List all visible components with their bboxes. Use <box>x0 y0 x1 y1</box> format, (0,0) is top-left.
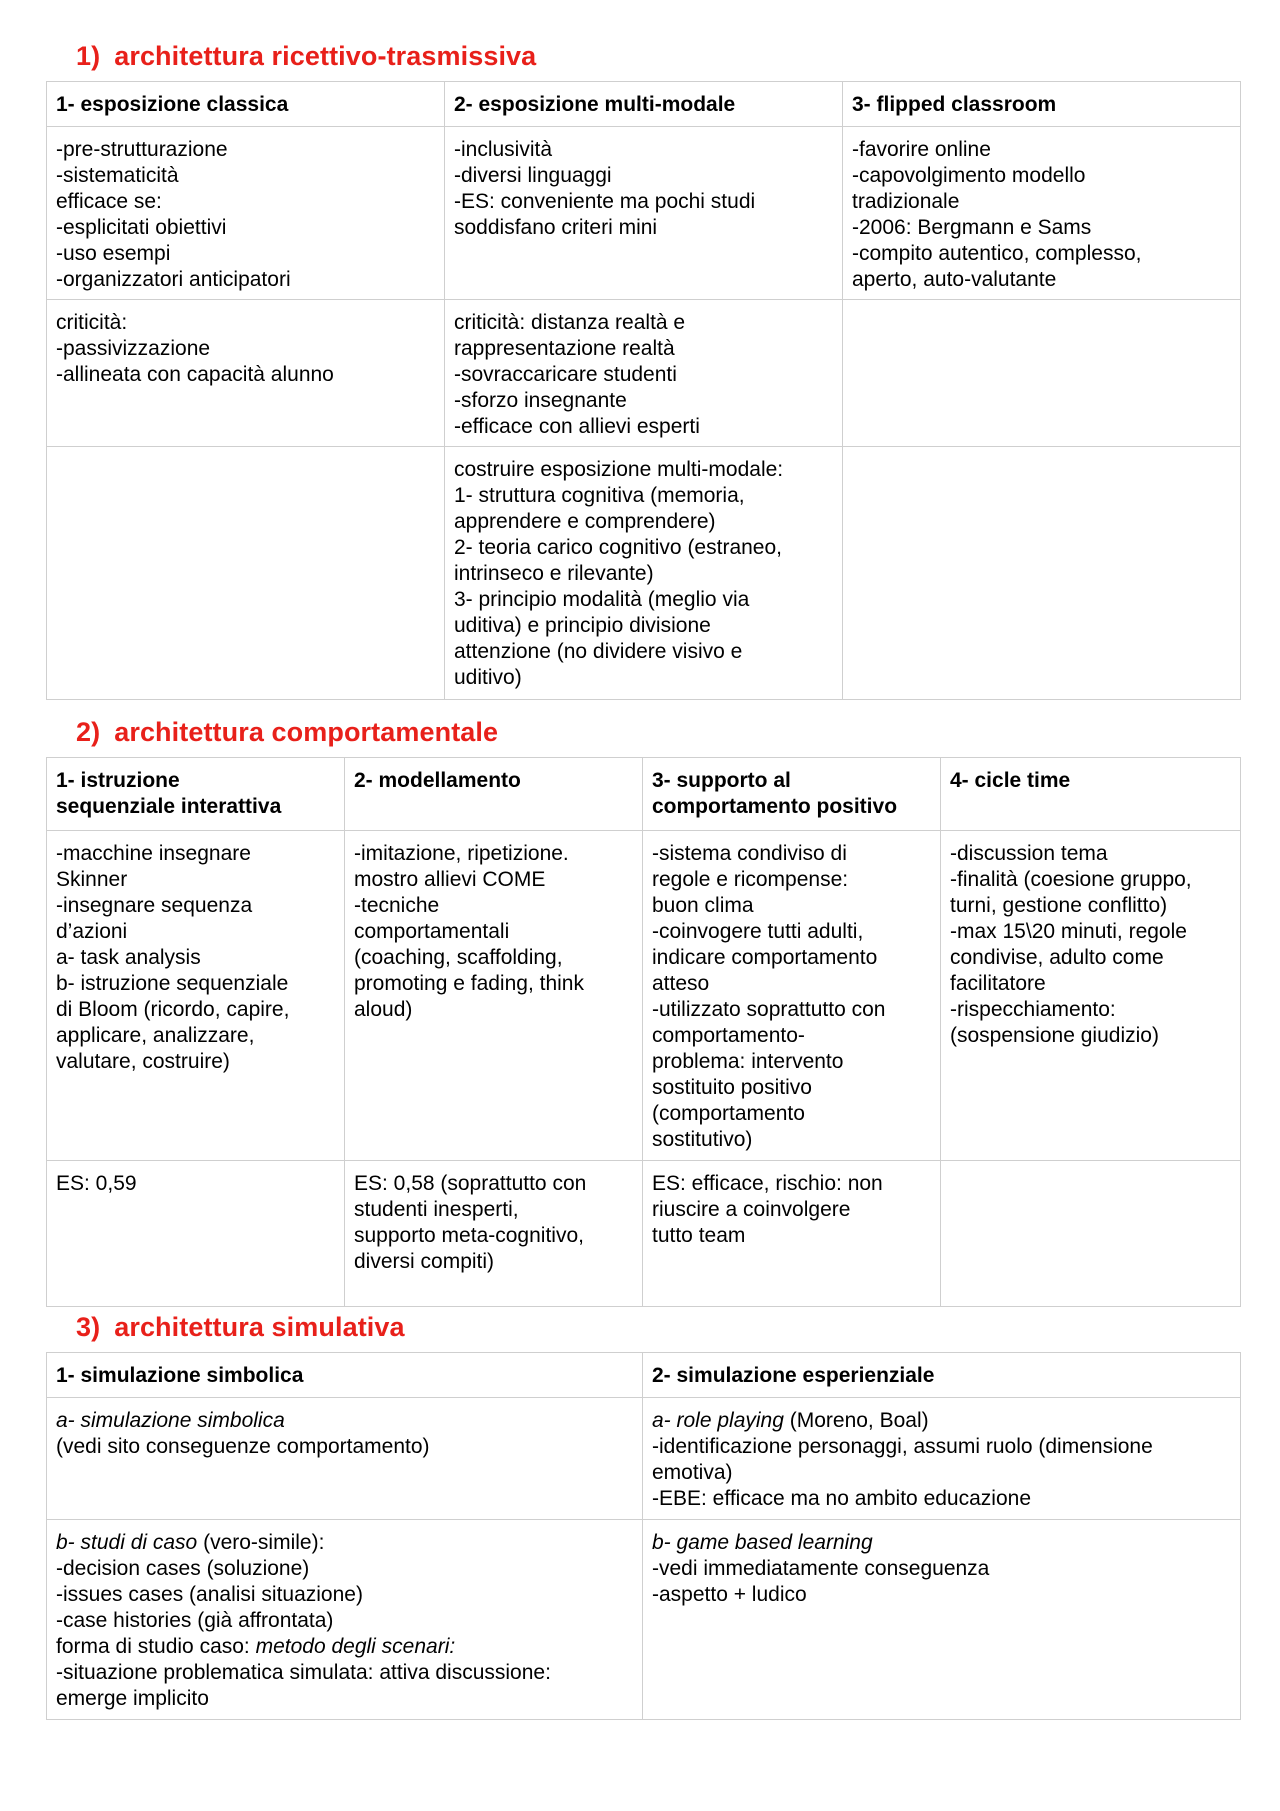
section-title-text: architettura simulativa <box>114 1312 405 1342</box>
cell-line: aperto, auto-valutante <box>852 268 1057 291</box>
table-row <box>47 447 1241 700</box>
cell-line <box>652 1530 1231 1556</box>
header-line: 4- cicle time <box>950 769 1071 792</box>
table-header-row <box>47 82 1241 127</box>
cell-line: sostitutivo) <box>652 1128 753 1151</box>
table-cell <box>345 831 643 1161</box>
cell-line: a- task analysis <box>56 946 201 969</box>
section-title <box>76 716 1240 748</box>
header-cell <box>941 758 1241 831</box>
cell-line: ES: 0,58 (soprattutto con <box>354 1172 587 1195</box>
cell-line: comportamentali <box>354 920 510 943</box>
table-cell <box>47 1398 643 1520</box>
header-cell: 2- esposizione multi-modale <box>445 82 843 127</box>
cell-line: applicare, analizzare, <box>56 1024 255 1047</box>
cell-text: (vero-simile): <box>197 1531 325 1554</box>
cell-line: -esplicitati obiettivi <box>56 216 227 239</box>
table-row <box>47 831 1241 1161</box>
header-line: 3- supporto al <box>652 769 791 792</box>
table-cell <box>941 831 1241 1161</box>
cell-line: sostituito positivo <box>652 1076 812 1099</box>
table-row <box>47 1398 1241 1520</box>
cell-line: indicare comportamento <box>652 946 878 969</box>
cell-line: ES: 0,59 <box>56 1172 137 1195</box>
cell-line: condivise, adulto come <box>950 946 1164 969</box>
italic-term: metodo degli scenari: <box>255 1635 456 1658</box>
section-title <box>76 1311 1240 1343</box>
cell-line: promoting e fading, think <box>354 972 584 995</box>
table-row <box>47 1520 1241 1720</box>
section-title-text: architettura comportamentale <box>114 717 499 747</box>
table-cell <box>47 1520 643 1720</box>
header-line: comportamento positivo <box>652 795 898 818</box>
table-row <box>47 300 1241 447</box>
cell-line: costruire esposizione multi-modale: <box>454 458 784 481</box>
cell-line: intrinseco e rilevante) <box>454 562 654 585</box>
cell-line: valutare, costruire) <box>56 1050 230 1073</box>
cell-line: -finalità (coesione gruppo, <box>950 868 1192 891</box>
table-cell <box>47 300 445 447</box>
cell-line: soddisfano criteri mini <box>454 216 658 239</box>
header-cell <box>47 758 345 831</box>
cell-line <box>56 1408 633 1434</box>
cell-line: tradizionale <box>852 190 960 213</box>
cell-line: emerge implicito <box>56 1687 209 1710</box>
cell-line: (vedi sito conseguenze comportamento) <box>56 1435 430 1458</box>
table-cell <box>643 1161 941 1307</box>
header-cell: 1- esposizione classica <box>47 82 445 127</box>
cell-line: -insegnare sequenza <box>56 894 253 917</box>
cell-text: (Moreno, Boal) <box>783 1409 929 1432</box>
table-cell <box>843 127 1241 300</box>
cell-line: -uso esempi <box>56 242 171 265</box>
table-cell <box>643 831 941 1161</box>
table-cell <box>47 127 445 300</box>
cell-line: -case histories (già affrontata) <box>56 1609 334 1632</box>
section-number: 2) <box>76 717 101 747</box>
table-cell <box>47 831 345 1161</box>
cell-line: -ES: conveniente ma pochi studi <box>454 190 756 213</box>
table-cell <box>445 300 843 447</box>
table-cell <box>445 127 843 300</box>
italic-term: a- role playing <box>652 1409 784 1432</box>
cell-line: (coaching, scaffolding, <box>354 946 563 969</box>
cell-line: -EBE: efficace ma no ambito educazione <box>652 1487 1031 1510</box>
cell-line: -pre-strutturazione <box>56 138 228 161</box>
section-title <box>76 40 1240 72</box>
section-title-text: architettura ricettivo-trasmissiva <box>114 41 537 71</box>
cell-text: forma di studio caso: <box>56 1635 256 1658</box>
italic-term: a- simulazione simbolica <box>56 1409 285 1432</box>
table-comportamentale <box>46 757 1241 1307</box>
cell-line: uditivo) <box>454 666 522 689</box>
cell-line: diversi compiti) <box>354 1250 495 1273</box>
header-cell: 2- simulazione esperienziale <box>643 1353 1241 1398</box>
cell-line: riuscire a coinvolgere <box>652 1198 851 1221</box>
cell-line: efficace se: <box>56 190 162 213</box>
cell-line: 3- principio modalità (meglio via <box>454 588 750 611</box>
cell-line: -issues cases (analisi situazione) <box>56 1583 363 1606</box>
cell-line: -diversi linguaggi <box>454 164 612 187</box>
cell-line: studenti inesperti, <box>354 1198 519 1221</box>
header-cell <box>345 758 643 831</box>
cell-line: -compito autentico, complesso, <box>852 242 1142 265</box>
cell-line: (comportamento <box>652 1102 805 1125</box>
table-cell-empty <box>47 447 445 700</box>
cell-line: -rispecchiamento: <box>950 998 1116 1021</box>
cell-line: -sforzo insegnante <box>454 389 627 412</box>
cell-line: -decision cases (soluzione) <box>56 1557 310 1580</box>
cell-line: -sovraccaricare studenti <box>454 363 677 386</box>
table-header-row <box>47 758 1241 831</box>
cell-line: regole e ricompense: <box>652 868 849 891</box>
italic-term: b- studi di caso <box>56 1531 198 1554</box>
cell-line: -aspetto + ludico <box>652 1583 807 1606</box>
cell-line: -identificazione personaggi, assumi ruolo (dimensione <box>652 1435 1153 1458</box>
cell-line: d’azioni <box>56 920 128 943</box>
table-cell-empty <box>843 447 1241 700</box>
table-cell <box>47 1161 345 1307</box>
cell-line: -utilizzato soprattutto con <box>652 998 886 1021</box>
italic-term: b- game based learning <box>652 1531 873 1554</box>
header-line: 2- modellamento <box>354 769 521 792</box>
cell-line: 1- struttura cognitiva (memoria, <box>454 484 745 507</box>
cell-line: buon clima <box>652 894 754 917</box>
cell-line: criticità: <box>56 311 128 334</box>
cell-line: criticità: distanza realtà e <box>454 311 686 334</box>
cell-line: -discussion tema <box>950 842 1108 865</box>
table-header-row <box>47 1353 1241 1398</box>
cell-line <box>652 1408 1231 1434</box>
section-number: 3) <box>76 1312 101 1342</box>
cell-line: -2006: Bergmann e Sams <box>852 216 1092 239</box>
cell-line: -imitazione, ripetizione. <box>354 842 569 865</box>
cell-line: aloud) <box>354 998 413 1021</box>
table-cell <box>643 1520 1241 1720</box>
cell-line: -efficace con allievi esperti <box>454 415 700 438</box>
cell-line: facilitatore <box>950 972 1046 995</box>
table-cell <box>345 1161 643 1307</box>
cell-line: comportamento- <box>652 1024 805 1047</box>
cell-line: turni, gestione conflitto) <box>950 894 1168 917</box>
cell-line: -coinvogere tutti adulti, <box>652 920 864 943</box>
cell-line: di Bloom (ricordo, capire, <box>56 998 290 1021</box>
header-line: sequenziale interattiva <box>56 795 282 818</box>
cell-line: attenzione (no dividere visivo e <box>454 640 743 663</box>
section-simulativa <box>46 1311 1240 1720</box>
table-cell <box>643 1398 1241 1520</box>
cell-line: -situazione problematica simulata: attiva discussione: <box>56 1661 551 1684</box>
cell-line: emotiva) <box>652 1461 733 1484</box>
cell-line: 2- teoria carico cognitivo (estraneo, <box>454 536 782 559</box>
cell-line <box>56 1530 633 1556</box>
cell-line: ES: efficace, rischio: non <box>652 1172 883 1195</box>
cell-line: -vedi immediatamente conseguenza <box>652 1557 990 1580</box>
table-cell-empty <box>843 300 1241 447</box>
cell-line: atteso <box>652 972 710 995</box>
cell-line: tutto team <box>652 1224 746 1247</box>
cell-line: supporto meta-cognitivo, <box>354 1224 584 1247</box>
cell-line: rappresentazione realtà <box>454 337 675 360</box>
table-row <box>47 127 1241 300</box>
cell-line: -tecniche <box>354 894 440 917</box>
header-cell: 3- flipped classroom <box>843 82 1241 127</box>
section-number: 1) <box>76 41 101 71</box>
cell-line: -sistematicità <box>56 164 179 187</box>
cell-line: -passivizzazione <box>56 337 211 360</box>
cell-line: -max 15\20 minuti, regole <box>950 920 1187 943</box>
cell-line: -inclusività <box>454 138 553 161</box>
table-cell <box>445 447 843 700</box>
cell-line <box>56 1634 633 1660</box>
cell-line: apprendere e comprendere) <box>454 510 716 533</box>
cell-line: -sistema condiviso di <box>652 842 847 865</box>
cell-line: -capovolgimento modello <box>852 164 1086 187</box>
cell-line: problema: intervento <box>652 1050 844 1073</box>
cell-line: uditiva) e principio divisione <box>454 614 711 637</box>
cell-line: -macchine insegnare <box>56 842 251 865</box>
cell-line: -allineata con capacità alunno <box>56 363 334 386</box>
section-comportamentale <box>46 716 1240 1307</box>
cell-line: -favorire online <box>852 138 991 161</box>
cell-line: -organizzatori anticipatori <box>56 268 291 291</box>
table-cell-empty <box>941 1161 1241 1307</box>
cell-line: Skinner <box>56 868 128 891</box>
header-cell: 1- simulazione simbolica <box>47 1353 643 1398</box>
cell-line: mostro allievi COME <box>354 868 546 891</box>
header-cell <box>643 758 941 831</box>
table-row <box>47 1161 1241 1307</box>
table-ricettivo-trasmissiva <box>46 81 1241 700</box>
table-simulativa <box>46 1352 1241 1720</box>
section-ricettivo-trasmissiva <box>46 40 1240 700</box>
header-line: 1- istruzione <box>56 769 180 792</box>
cell-line: (sospensione giudizio) <box>950 1024 1159 1047</box>
cell-line: b- istruzione sequenziale <box>56 972 289 995</box>
